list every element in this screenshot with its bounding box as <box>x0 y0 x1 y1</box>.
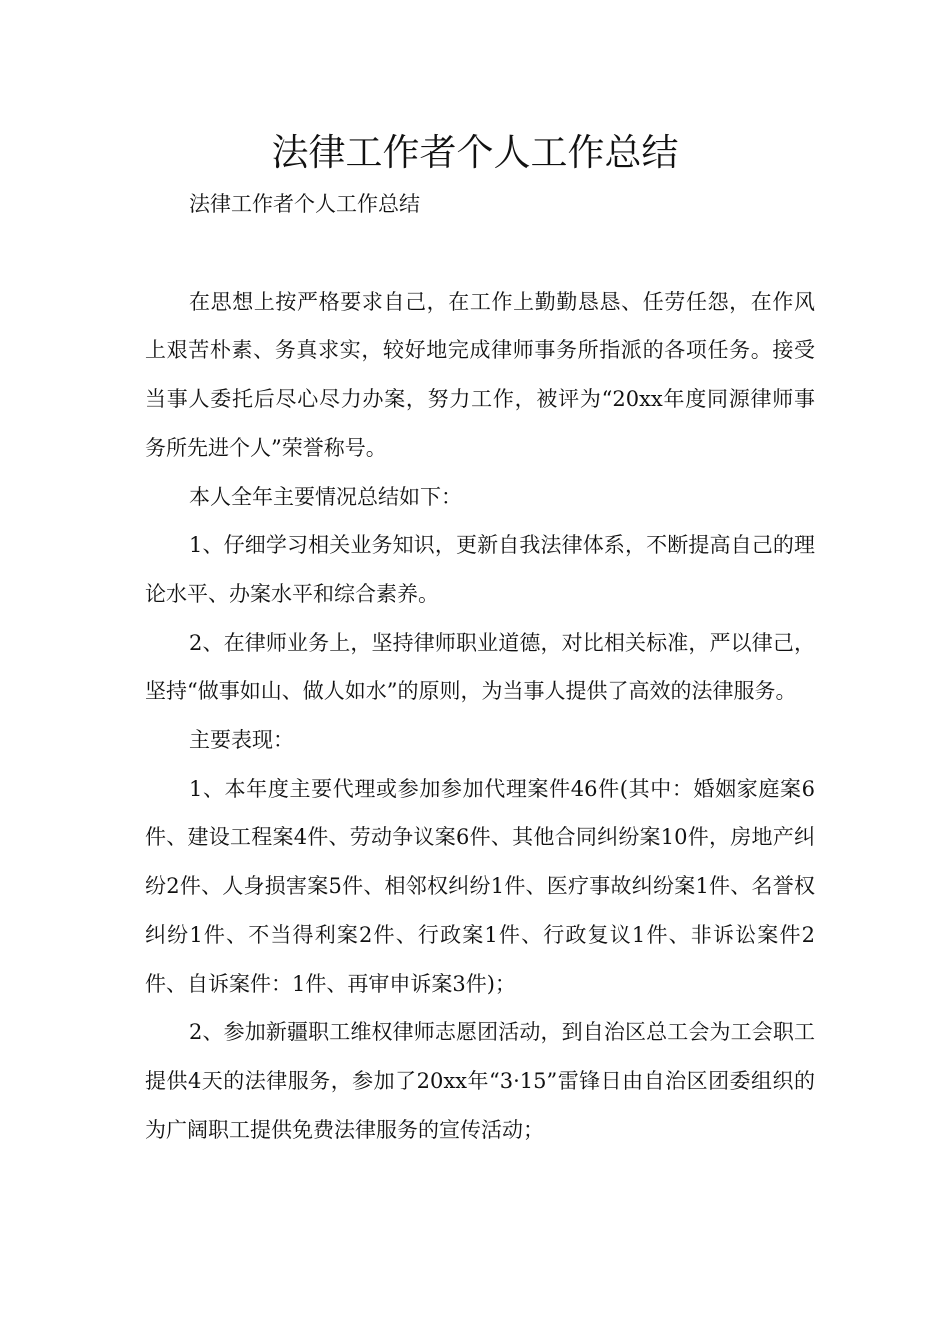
paragraph-item-volunteer: 2、参加新疆职工维权律师志愿团活动，到自治区总工会为工会职工提供4天的法律服务，参加了20xx年“3·15”雷锋日由自治区团委组织的为广阔职工提供免费法律服务的宣传活动； <box>145 1020 815 1142</box>
paragraph-main-performance-heading: 主要表现： <box>189 728 294 753</box>
paragraph-item-cases: 1、本年度主要代理或参加参加代理案件46件(其中：婚姻家庭案6件、建设工程案4件、劳动争议案6件、其他合同纠纷案10件，房地产纠纷2件、人身损害案5件、相邻权纠纷1件、医疗事故纠纷案1件、名誉权纠纷1件、不当得利案2件、行政案1件、行政复议1件、非诉讼案件2件、自诉案件：1件、再审申诉案3件)； <box>145 776 815 996</box>
document-subtitle: 法律工作者个人工作总结 <box>189 192 420 216</box>
document-body <box>145 180 815 1154</box>
paragraph-intro: 在思想上按严格要求自己，在工作上勤勤恳恳、任劳任怨，在作风上艰苦朴素、务真求实，较好地完成律师事务所指派的各项任务。接受当事人委托后尽心尽力办案，努力工作，被评为“20xx年度同源律师事务所先进个人”荣誉称号。 <box>145 289 815 460</box>
paragraph-item-ethics: 2、在律师业务上，坚持律师职业道德，对比相关标准，严以律己，坚持“做事如山、做人如水”的原则，为当事人提供了高效的法律服务。 <box>145 630 815 704</box>
document-title: 法律工作者个人工作总结 <box>271 131 679 174</box>
paragraph-summary-heading: 本人全年主要情况总结如下： <box>189 484 462 509</box>
paragraph-item-study: 1、仔细学习相关业务知识，更新自我法律体系，不断提高自己的理论水平、办案水平和综合素养。 <box>145 533 815 606</box>
